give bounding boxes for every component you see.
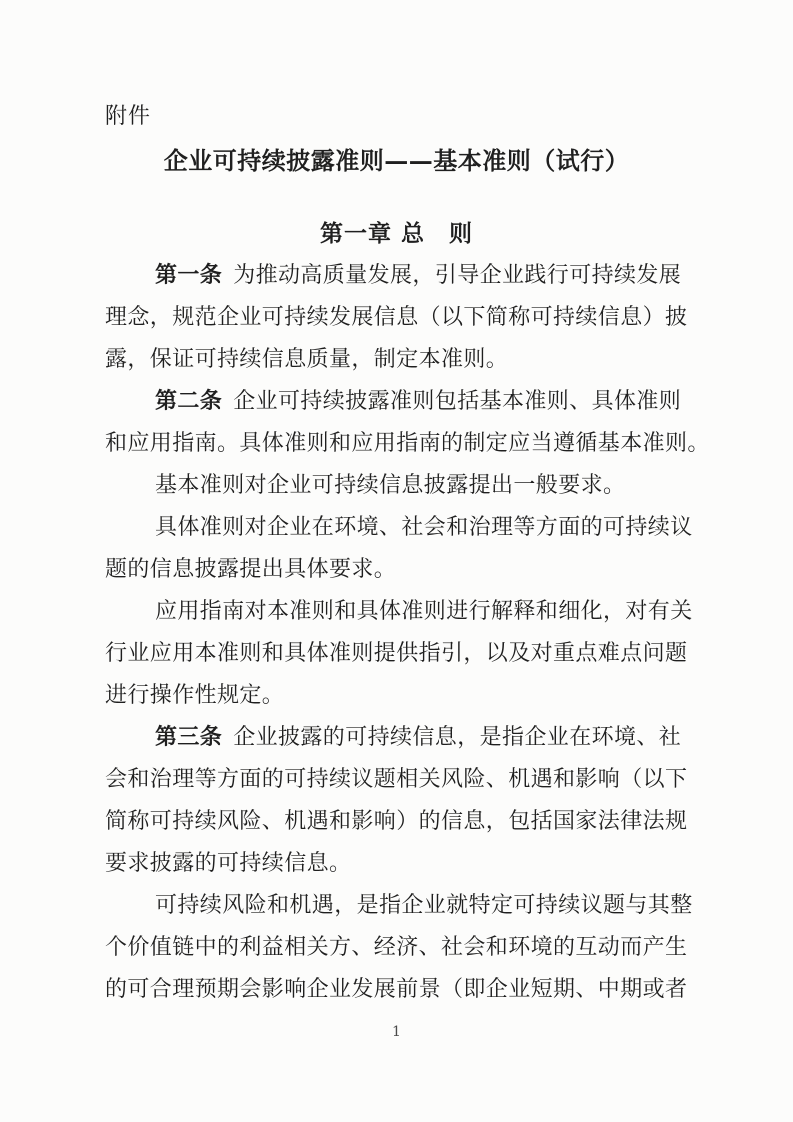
line-text: 个价值链中的利益相关方、经济、社会和环境的互动而产生: [105, 935, 688, 960]
document-line: [105, 927, 705, 969]
document-line: [105, 339, 705, 381]
document-line: [105, 507, 755, 549]
attachment-label: 附件: [105, 104, 152, 129]
document-line: [105, 255, 755, 297]
document-line: [105, 633, 705, 675]
document-line: [105, 591, 755, 633]
line-text: 简称可持续风险、机遇和影响）的信息，包括国家法律法规: [105, 809, 688, 834]
line-text: 为推动高质量发展，引导企业践行可持续发展: [233, 263, 682, 288]
line-text: 具体准则对企业在环境、社会和治理等方面的可持续议: [155, 515, 693, 540]
line-text: 应用指南对本准则和具体准则进行解释和细化，对有关: [155, 599, 693, 624]
line-text: 基本准则对企业可持续信息披露提出一般要求。: [155, 473, 626, 498]
document-line: [105, 423, 710, 465]
document-line: [105, 549, 705, 591]
document-line: [105, 675, 705, 717]
document-body: [0, 255, 793, 1011]
line-text: 的可合理预期会影响企业发展前景（即企业短期、中期或者: [105, 977, 688, 1002]
line-text: 题的信息披露提出具体要求。: [105, 557, 397, 582]
line-text: 企业可持续披露准则包括基本准则、具体准则: [233, 389, 682, 414]
document-line: [105, 381, 755, 423]
document-title: 企业可持续披露准则——基本准则（试行）: [163, 146, 630, 175]
article-number: 第一条: [155, 263, 223, 288]
line-text: 行业应用本准则和具体准则提供指引，以及对重点难点问题: [105, 641, 688, 666]
chapter-heading: 第一章 总 则: [319, 221, 473, 247]
document-line: [105, 759, 705, 801]
line-text: 进行操作性规定。: [105, 683, 285, 708]
document-line: [105, 717, 755, 759]
line-text: 企业披露的可持续信息，是指企业在环境、社: [233, 725, 682, 750]
article-number: 第三条: [155, 725, 223, 750]
document-line: [105, 885, 755, 927]
document-line: [105, 843, 705, 885]
line-text: 露，保证可持续信息质量，制定本准则。: [105, 347, 509, 372]
line-text: 理念，规范企业可持续发展信息（以下简称可持续信息）披: [105, 305, 688, 330]
document-line: [105, 969, 705, 1011]
document-line: [105, 297, 705, 339]
page-number: 1: [392, 1024, 401, 1040]
line-text: 和应用指南。具体准则和应用指南的制定应当遵循基本准则。: [105, 431, 710, 456]
document-line: [105, 465, 755, 507]
line-text: 会和治理等方面的可持续议题相关风险、机遇和影响（以下: [105, 767, 688, 792]
article-number: 第二条: [155, 389, 223, 414]
line-text: 可持续风险和机遇，是指企业就特定可持续议题与其整: [155, 893, 693, 918]
line-text: 要求披露的可持续信息。: [105, 851, 352, 876]
document-line: [105, 801, 705, 843]
